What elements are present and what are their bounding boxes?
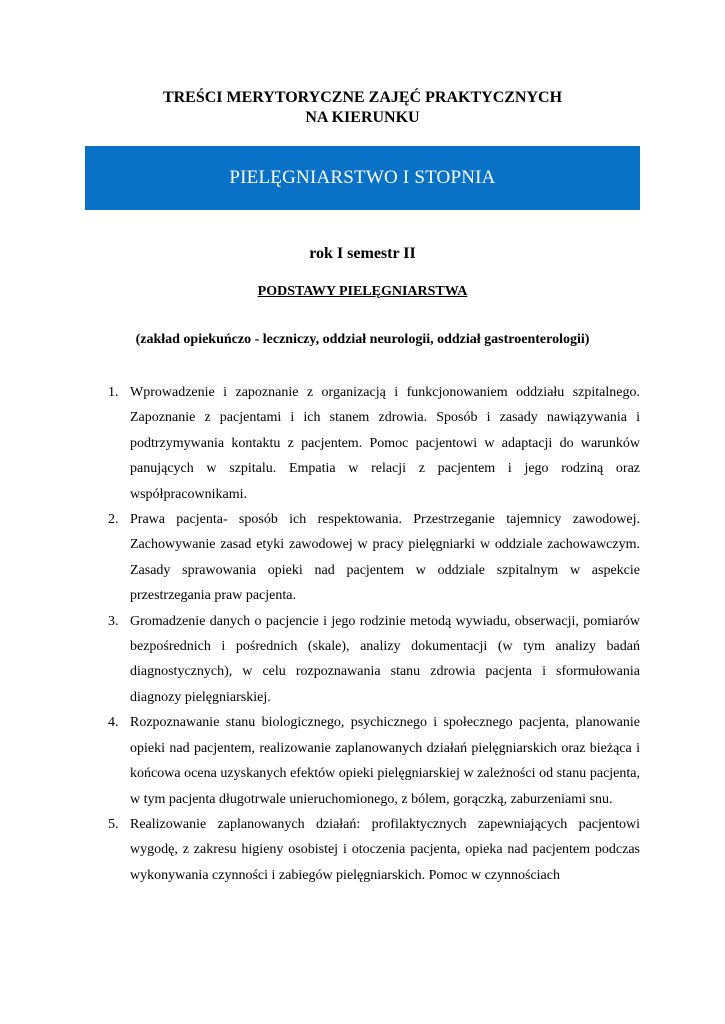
- subject-title-container: [0, 283, 725, 301]
- list-item-text: Gromadzenie danych o pacjencie i jego rodzinie metodą wywiadu, obserwacji, pomiarów bezpośrednich i pośrednich (skale), analizy dokumentacji (w tym analizy badań diagnostycznych), w celu rozpoznawania stanu zdrowia pacjenta i sformułowania diagnozy pielęgniarskiej.: [130, 613, 640, 705]
- topics-list: [108, 380, 640, 888]
- list-item: [108, 507, 640, 609]
- list-item-number: 1.: [108, 385, 119, 400]
- list-item: [108, 812, 640, 888]
- list-item-text: Realizowanie zaplanowanych działań: profilaktycznych zapewniających pacjentowi wygodę, z zakresu higieny osobistej i otoczenia pacjenta, opieka nad pacjentem podczas wykonywania czynności i zabiegów pielęgniarskich. Pomoc w czynnościach: [130, 816, 640, 883]
- document-heading-line-1: TREŚCI MERYTORYCZNE ZAJĘĆ PRAKTYCZNYCH: [162, 89, 563, 106]
- program-title: PIELĘGNIARSTWO I STOPNIA: [229, 167, 496, 188]
- subject-title: PODSTAWY PIELĘGNIARSTWA: [257, 284, 468, 299]
- document-heading-line-2: NA KIERUNKU: [305, 109, 420, 126]
- list-item-text: Wprowadzenie i zapoznanie z organizacją i funkcjonowaniem oddziału szpitalnego. Zapoznanie z pacjentami i ich stanem zdrowia. Sposób i zasady nawiązywania i podtrzymywania kontaktu z pacjentem. Pomoc pacjentowi w adaptacji do warunków panujących w szpitalu. Empatia w relacji z pacjentem i jego rodziną oraz współpracownikami.: [130, 385, 640, 502]
- list-item: [108, 609, 640, 711]
- list-item-number: 2.: [108, 512, 119, 528]
- list-item-text: Rozpoznawanie stanu biologicznego, psychicznego i społecznego pacjenta, planowanie opieki nad pacjentem, realizowanie zaplanowanych działań pielęgniarskich oraz bieżąca i końcowa ocena uzyskanych efektów opieki pielęgniarskiej w zależności od stanu pacjenta, w tym pacjenta długotrwale unieruchomionego, z bólem, gorączką, zaburzeniami snu.: [130, 715, 640, 807]
- list-item: [108, 380, 640, 507]
- location-note: (zakład opiekuńczo - leczniczy, oddział neurologii, oddział gastroenterologii): [135, 332, 590, 347]
- program-banner: [85, 146, 640, 210]
- list-item-number: 4.: [108, 715, 119, 731]
- list-item-number: 5.: [108, 816, 119, 832]
- list-item-number: 3.: [108, 613, 119, 629]
- list-item: [108, 710, 640, 812]
- term-label: rok I semestr II: [309, 245, 416, 262]
- list-item-text: Prawa pacjenta- sposób ich respektowania. Przestrzeganie tajemnicy zawodowej. Zachowywanie zasad etyki zawodowej w pracy pielęgniarki w oddziale zachowawczym. Zasady sprawowania opieki nad pacjentem w oddziale szpitalnym w aspekcie przestrzegania praw pacjenta.: [130, 512, 640, 604]
